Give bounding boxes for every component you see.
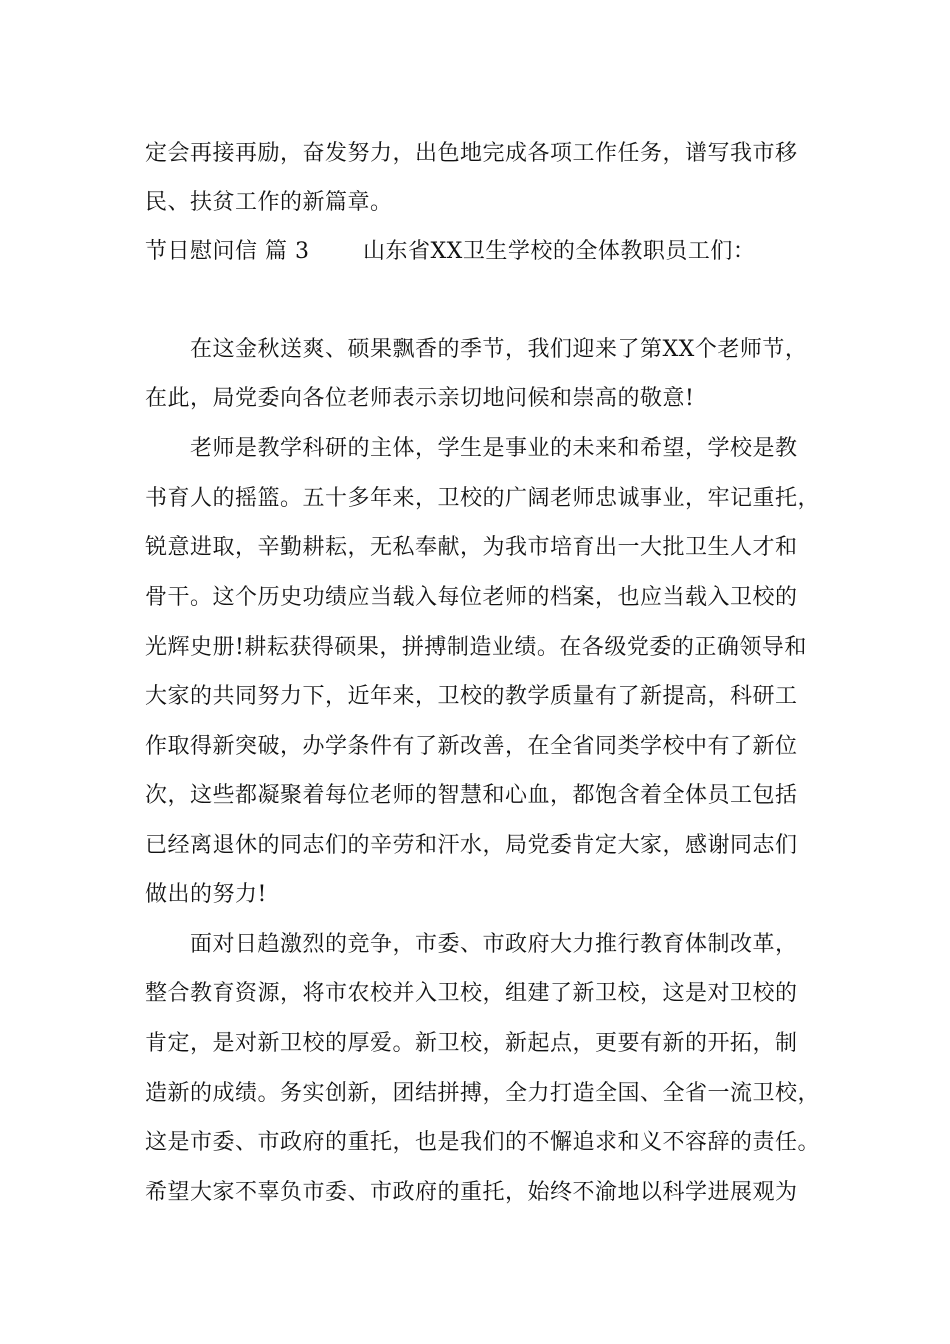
letter-title: 节日慰问信 [145, 239, 258, 264]
text-line: 面对日趋激烈的竞争，市委、市政府大力推行教育体制改革， [190, 932, 798, 957]
text-line: 这是市委、市政府的重托，也是我们的不懈追求和义不容辞的责任。 [145, 1130, 821, 1155]
letter-heading [145, 237, 755, 267]
text-line: 已经离退休的同志们的辛劳和汗水，局党委肯定大家，感谢同志们 [145, 833, 798, 858]
text-line: 做出的努力! [145, 882, 267, 907]
text-line: 民、扶贫工作的新篇章。 [145, 190, 393, 215]
text-line: 整合教育资源，将市农校并入卫校，组建了新卫校，这是对卫校的 [145, 981, 798, 1006]
text-line: 希望大家不辜负市委、市政府的重托，始终不渝地以科学进展观为 [145, 1180, 798, 1205]
letter-part: 篇 3 [265, 239, 310, 264]
text-line: 大家的共同努力下，近年来，卫校的教学质量有了新提高，科研工 [145, 684, 798, 709]
text-line: 在此，局党委向各位老师表示亲切地问候和崇高的敬意! [145, 386, 695, 411]
text-line: 定会再接再励，奋发努力，出色地完成各项工作任务，谱写我市移 [145, 141, 798, 166]
text-line: 光辉史册!耕耘获得硕果，拼搏制造业绩。在各级党委的正确领导和 [145, 635, 807, 660]
text-line: 肯定，是对新卫校的厚爱。新卫校，新起点，更要有新的开拓，制 [145, 1031, 798, 1056]
text-line: 造新的成绩。务实创新，团结拼搏，全力打造全国、全省一流卫校， [145, 1081, 821, 1106]
text-line: 书育人的摇篮。五十多年来，卫校的广阔老师忠诚事业，牢记重托， [145, 486, 821, 511]
text-line: 作取得新突破，办学条件有了新改善，在全省同类学校中有了新位 [145, 734, 798, 759]
text-line: 骨干。这个历史功绩应当载入每位老师的档案，也应当载入卫校的 [145, 585, 798, 610]
text-line: 锐意进取，辛勤耕耘，无私奉献，为我市培育出一大批卫生人才和 [145, 535, 798, 560]
letter-salutation: 山东省XX卫生学校的全体教职员工们： [363, 239, 756, 264]
text-line: 在这金秋送爽、硕果飘香的季节，我们迎来了第XX个老师节， [190, 337, 808, 362]
text-line: 次，这些都凝聚着每位老师的智慧和心血，都饱含着全体员工包括 [145, 783, 798, 808]
text-line: 老师是教学科研的主体，学生是事业的未来和希望，学校是教 [190, 436, 798, 461]
